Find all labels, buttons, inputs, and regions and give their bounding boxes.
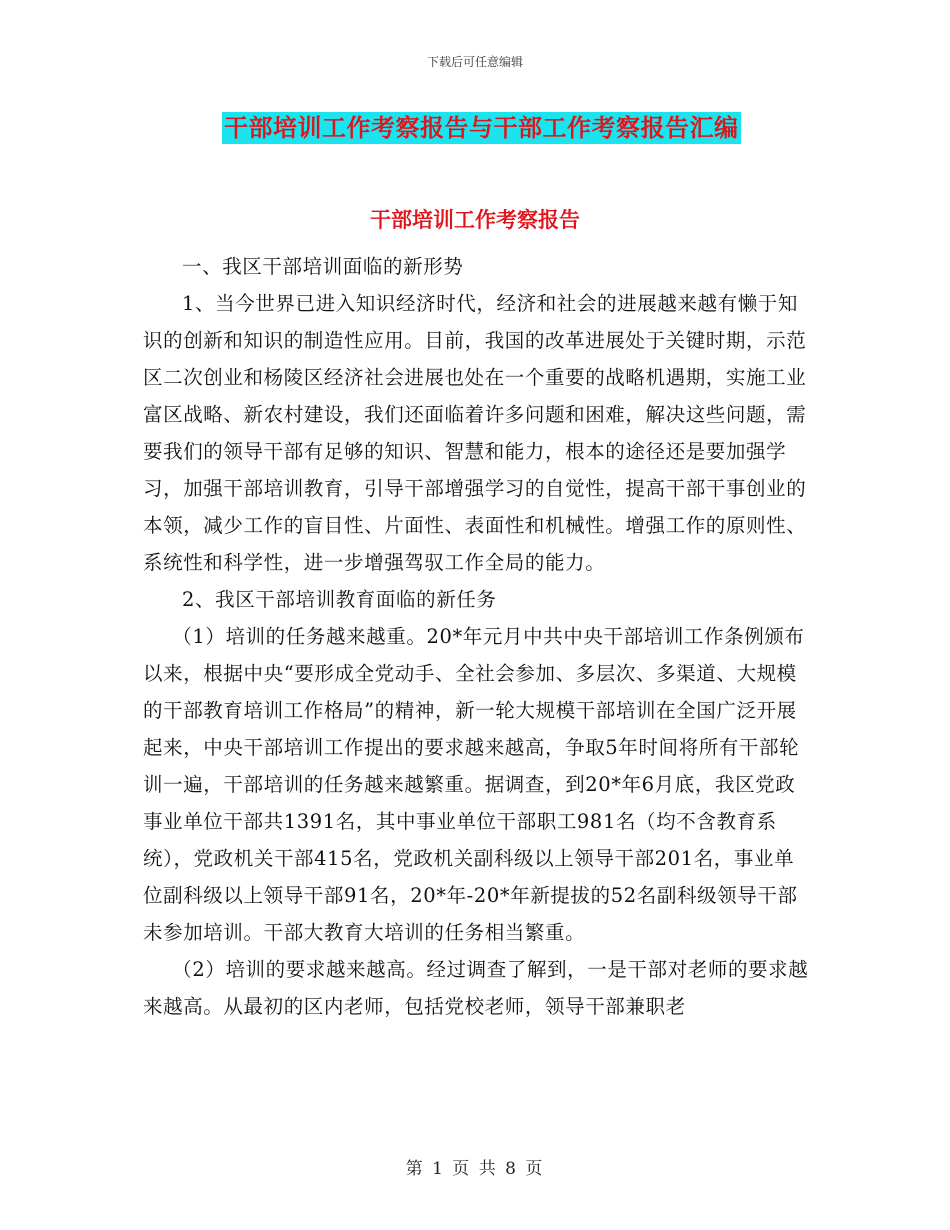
document-body [143, 248, 811, 1025]
section-heading-1: 一、我区干部培训面临的新形势 [182, 255, 464, 278]
body-paragraph: 1、当今世界已进入知识经济时代，经济和社会的进展越来越有懒于知识的创新和知识的制造性应用。目前，我国的改革进展处于关键时期，示范区二次创业和杨陵区经济社会进展也处在一个重要的战略机遇期，实施工业富区战略、新农村建设，我们还面临着许多问题和困难，解决这些问题，需要我们的领导干部有足够的知识、智慧和能力，根本的途径还是要加强学习，加强干部培训教育，引导干部增强学习的自觉性，提高干部干事创业的本领，减少工作的盲目性、片面性、表面性和机械性。增强工作的原则性、系统性和科学性，进一步增强驾驭工作全局的能力。 [143, 292, 807, 574]
document-sub-title: 干部培训工作考察报告 [370, 207, 580, 232]
body-paragraph: （2）培训的要求越来越高。经过调查了解到，一是干部对老师的要求越来越高。从最初的区内老师，包括党校老师，领导干部兼职老 [143, 958, 809, 1018]
body-paragraph: （1）培训的任务越来越重。20*年元月中共中央干部培训工作条例颁布以来，根据中央“要形成全党动手、全社会参加、多层次、多渠道、大规模的干部教育培训工作格局”的精神，新一轮大规模干部培训在全国广泛开展起来，中央干部培训工作提出的要求越来越高，争取5年时间将所有干部轮训一遍，干部培训的任务越来越繁重。据调查，到20*年6月底，我区党政事业单位干部共1391名，其中事业单位干部职工981名（均不含教育系统），党政机关干部415名，党政机关副科级以上领导干部201名，事业单位副科级以上领导干部91名，20*年-20*年新提拔的52名副科级领导干部未参加培训。干部大教育大培训的任务相当繁重。 [143, 625, 805, 944]
page-number: 第 1 页 共 8 页 [405, 1159, 545, 1179]
header-note: 下载后可任意编辑 [426, 55, 523, 69]
document-main-title: 干部培训工作考察报告与干部工作考察报告汇编 [224, 113, 739, 142]
section-heading-2: 2、我区干部培训教育面临的新任务 [182, 588, 497, 611]
